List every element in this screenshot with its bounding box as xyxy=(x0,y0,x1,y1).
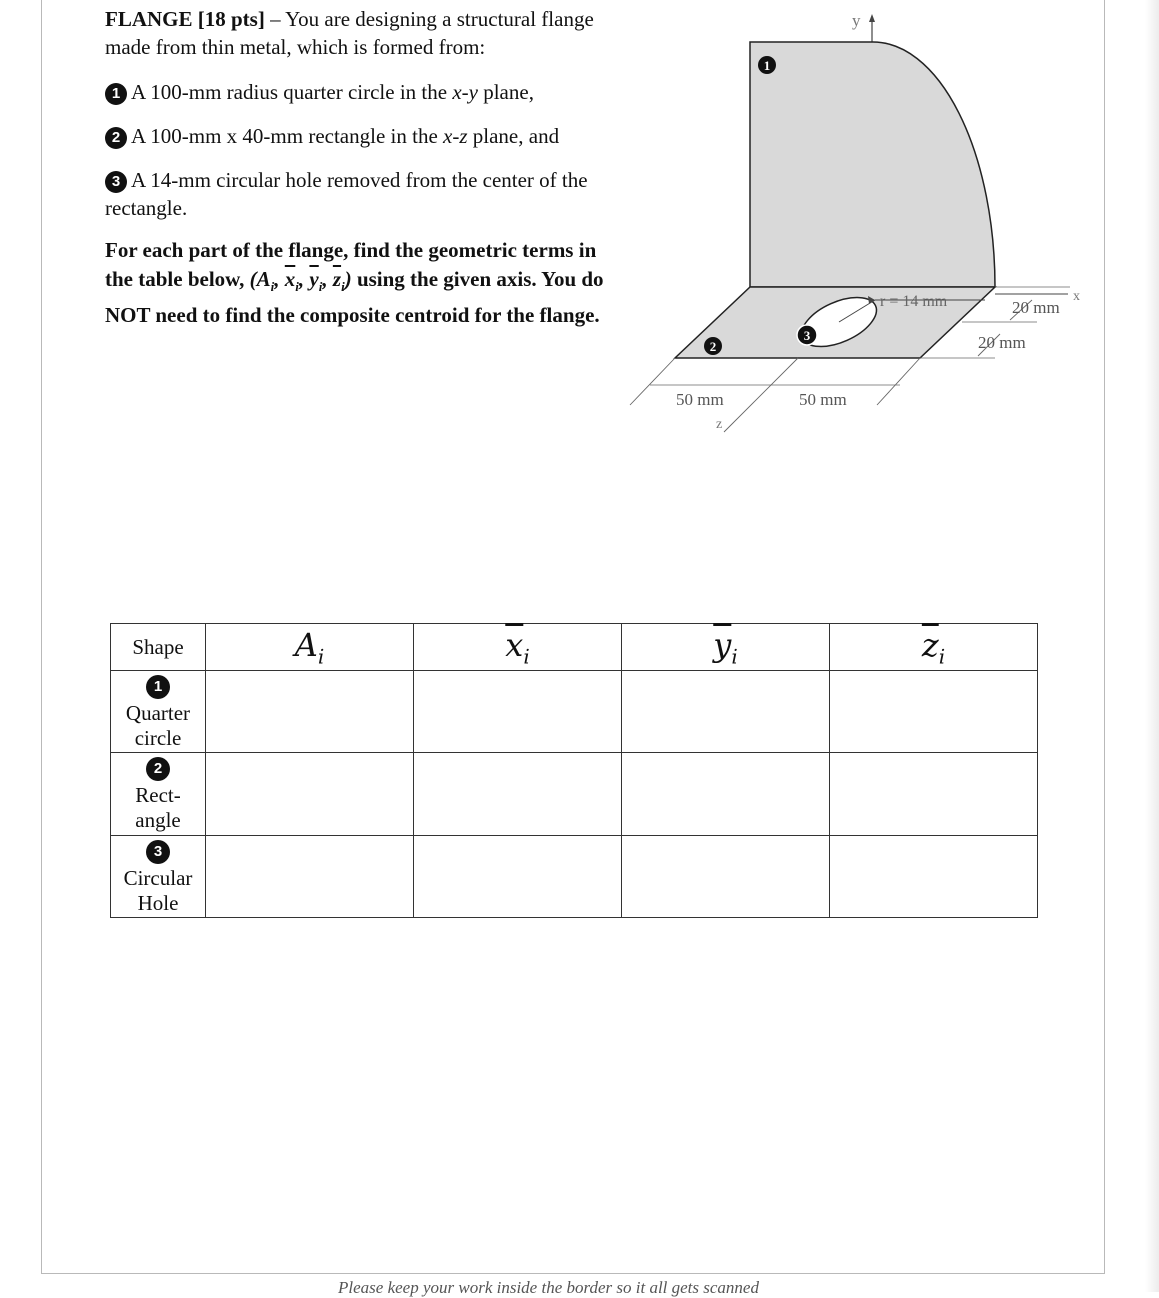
header-x-bar: $\overline{x}_i$ xyxy=(414,624,622,671)
centroid-table xyxy=(110,623,1038,918)
answer-cell-a3[interactable] xyxy=(206,836,414,918)
item-1: 1 A 100-mm radius quarter circle in the x-y plane, xyxy=(105,78,615,106)
z-axis-label: z xyxy=(716,417,723,432)
problem-intro xyxy=(105,5,615,61)
footer-note: Please keep your work inside the border so it all gets scanned xyxy=(338,1278,759,1297)
shape-cell-rectangle: 2 Rect- angle xyxy=(111,753,206,836)
radius-label: r = 14 mm xyxy=(880,293,948,310)
y-axis-arrow xyxy=(869,14,875,22)
item-2: 2 A 100-mm x 40-mm rectangle in the x-z plane, and xyxy=(105,122,615,150)
header-z-bar: $\overline{z}_i$ xyxy=(830,624,1038,671)
problem-title: FLANGE [18 pts] xyxy=(105,7,265,31)
table-row xyxy=(111,836,1038,918)
instruction: For each part of the flange, find the geometric terms in the table below, ($A_i$, $\overline{x}_i$, $\overline{y}_i$, $\overline{z}_i$) using the given axis. You do NOT need to find the composite centroid for the flange. xyxy=(105,238,604,328)
shape-cell-circular-hole: 3 Circular Hole xyxy=(111,836,206,918)
answer-cell-z2[interactable] xyxy=(830,753,1038,836)
x-axis-label: x xyxy=(1073,289,1080,304)
quarter-circle-plate xyxy=(750,42,995,287)
z-axis xyxy=(724,358,798,432)
svg-text:2: 2 xyxy=(709,339,717,354)
header-area: $A_i$ xyxy=(206,624,414,671)
shape-cell-quarter-circle: 1 Quarter circle xyxy=(111,671,206,753)
answer-cell-a1[interactable] xyxy=(206,671,414,753)
flange-figure xyxy=(600,0,1120,460)
table-row xyxy=(111,753,1038,836)
number-badge-2: 2 xyxy=(105,127,127,149)
header-shape: Shape xyxy=(111,624,206,671)
number-badge-1: 1 xyxy=(105,83,127,105)
answer-cell-z3[interactable] xyxy=(830,836,1038,918)
y-axis-label: y xyxy=(852,11,861,30)
header-y-bar: $\overline{y}_i$ xyxy=(622,624,830,671)
dim-20mm-bottom: 20 mm xyxy=(978,333,1026,352)
item-3: 3 A 14-mm circular hole removed from the center of the rectangle. xyxy=(105,168,588,220)
answer-cell-x1[interactable] xyxy=(414,671,622,753)
page-edge-shadow xyxy=(1145,0,1159,1292)
table-row xyxy=(111,671,1038,753)
dim-50mm-left: 50 mm xyxy=(676,390,724,409)
dim-20mm-top: 20 mm xyxy=(1012,298,1060,317)
answer-cell-a2[interactable] xyxy=(206,753,414,836)
answer-cell-y3[interactable] xyxy=(622,836,830,918)
dim-50mm-right: 50 mm xyxy=(799,390,847,409)
number-badge-3: 3 xyxy=(105,171,127,193)
answer-cell-y2[interactable] xyxy=(622,753,830,836)
answer-cell-z1[interactable] xyxy=(830,671,1038,753)
svg-text:3: 3 xyxy=(803,328,811,343)
answer-cell-x3[interactable] xyxy=(414,836,622,918)
answer-cell-x2[interactable] xyxy=(414,753,622,836)
problem-intro-text: – You are designing a structural flange made from thin metal, which is formed from: xyxy=(105,7,594,59)
svg-text:1: 1 xyxy=(763,58,771,73)
table-header-row xyxy=(111,624,1038,671)
answer-cell-y1[interactable] xyxy=(622,671,830,753)
